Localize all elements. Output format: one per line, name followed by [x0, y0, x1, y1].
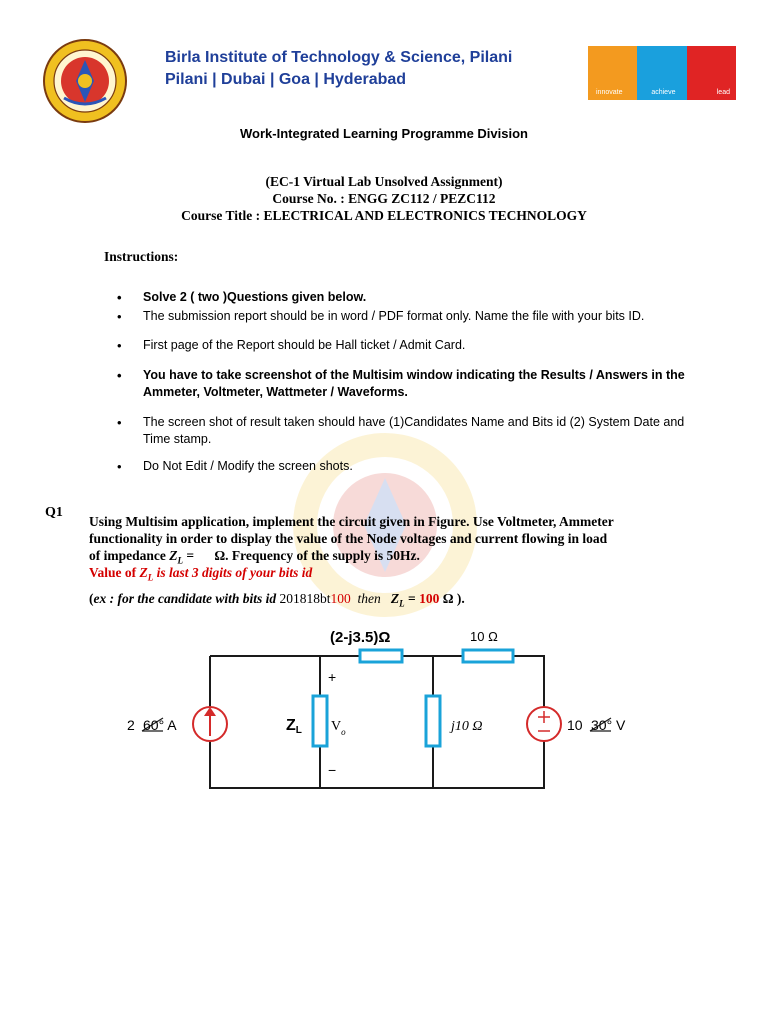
banner-lead: lead [687, 46, 736, 100]
division-title: Work-Integrated Learning Programme Division [240, 126, 528, 141]
plus-terminal: + [328, 669, 337, 685]
list-item: • The submission report should be in word / PDF format only. Name the file with your bits ID. [117, 309, 645, 324]
voltage-source-angle: 30° V [591, 717, 626, 733]
banner-achieve: achieve [637, 46, 686, 100]
shunt-inductor-element [426, 696, 440, 746]
list-item: • First page of the Report should be Hall ticket / Admit Card. [117, 338, 466, 353]
current-source-angle: 60° A [143, 717, 177, 733]
question-label: Q1 [45, 505, 63, 520]
shunt-label: j10 Ω [451, 719, 483, 734]
campus-list: Pilani | Dubai | Goa | Hyderabad [165, 71, 407, 88]
list-item: • Do Not Edit / Modify the screen shots. [117, 459, 353, 474]
series-impedance-label: (2-j3.5)Ω [330, 629, 391, 646]
brand-banner [588, 46, 736, 100]
series-impedance-element [360, 650, 402, 662]
bits-logo [42, 38, 128, 124]
list-item: • You have to take screenshot of the Multisim window indicating the Results / Answers in the Ammeter, Voltmeter, Wattmeter / Waveforms. [117, 368, 685, 399]
load-impedance-element [313, 696, 327, 746]
list-item: • The screen shot of result taken should have (1)Candidates Name and Bits id (2) System Date and Time stamp. [117, 415, 685, 446]
course-number: Course No. : ENGG ZC112 / PEZC112 [272, 191, 496, 206]
question-text-3: of impedance $Z_L$ = Ω. Frequency of the supply is 50Hz. [89, 548, 420, 566]
voltage-source-magnitude: 10 [567, 717, 583, 733]
minus-terminal: − [328, 762, 337, 778]
current-source [193, 707, 227, 741]
question-text-2: functionality in order to display the value of the Node voltages and current flowing in load [89, 531, 608, 546]
current-source-magnitude: 2 [127, 717, 135, 733]
bits-id-note: Value of $Z_L$ is last 3 digits of your bits id [89, 565, 313, 583]
series-resistor-label: 10 Ω [470, 629, 498, 644]
instructions-heading: Instructions: [104, 249, 179, 264]
institute-name: Birla Institute of Technology & Science, Pilani [165, 49, 513, 66]
circuit-wires [210, 656, 544, 788]
question-text-1: Using Multisim application, implement the circuit given in Figure. Use Voltmeter, Ammeter [89, 514, 614, 529]
banner-innovate: innovate [588, 46, 637, 100]
load-impedance-label: ZL [286, 717, 302, 736]
series-resistor-element [463, 650, 513, 662]
circuit-diagram [0, 620, 768, 800]
example-line: (ex : for the candidate with bits id 201818bt100 then $Z_L = 100$ Ω ). [89, 591, 465, 609]
assignment-line-1: (EC-1 Virtual Lab Unsolved Assignment) [265, 174, 503, 189]
vo-label: $V_o$ [331, 719, 346, 737]
voltage-source [527, 707, 561, 741]
list-item: • Solve 2 ( two )Questions given below. [117, 290, 367, 305]
course-title: Course Title : ELECTRICAL AND ELECTRONICS TECHNOLOGY [181, 208, 587, 223]
